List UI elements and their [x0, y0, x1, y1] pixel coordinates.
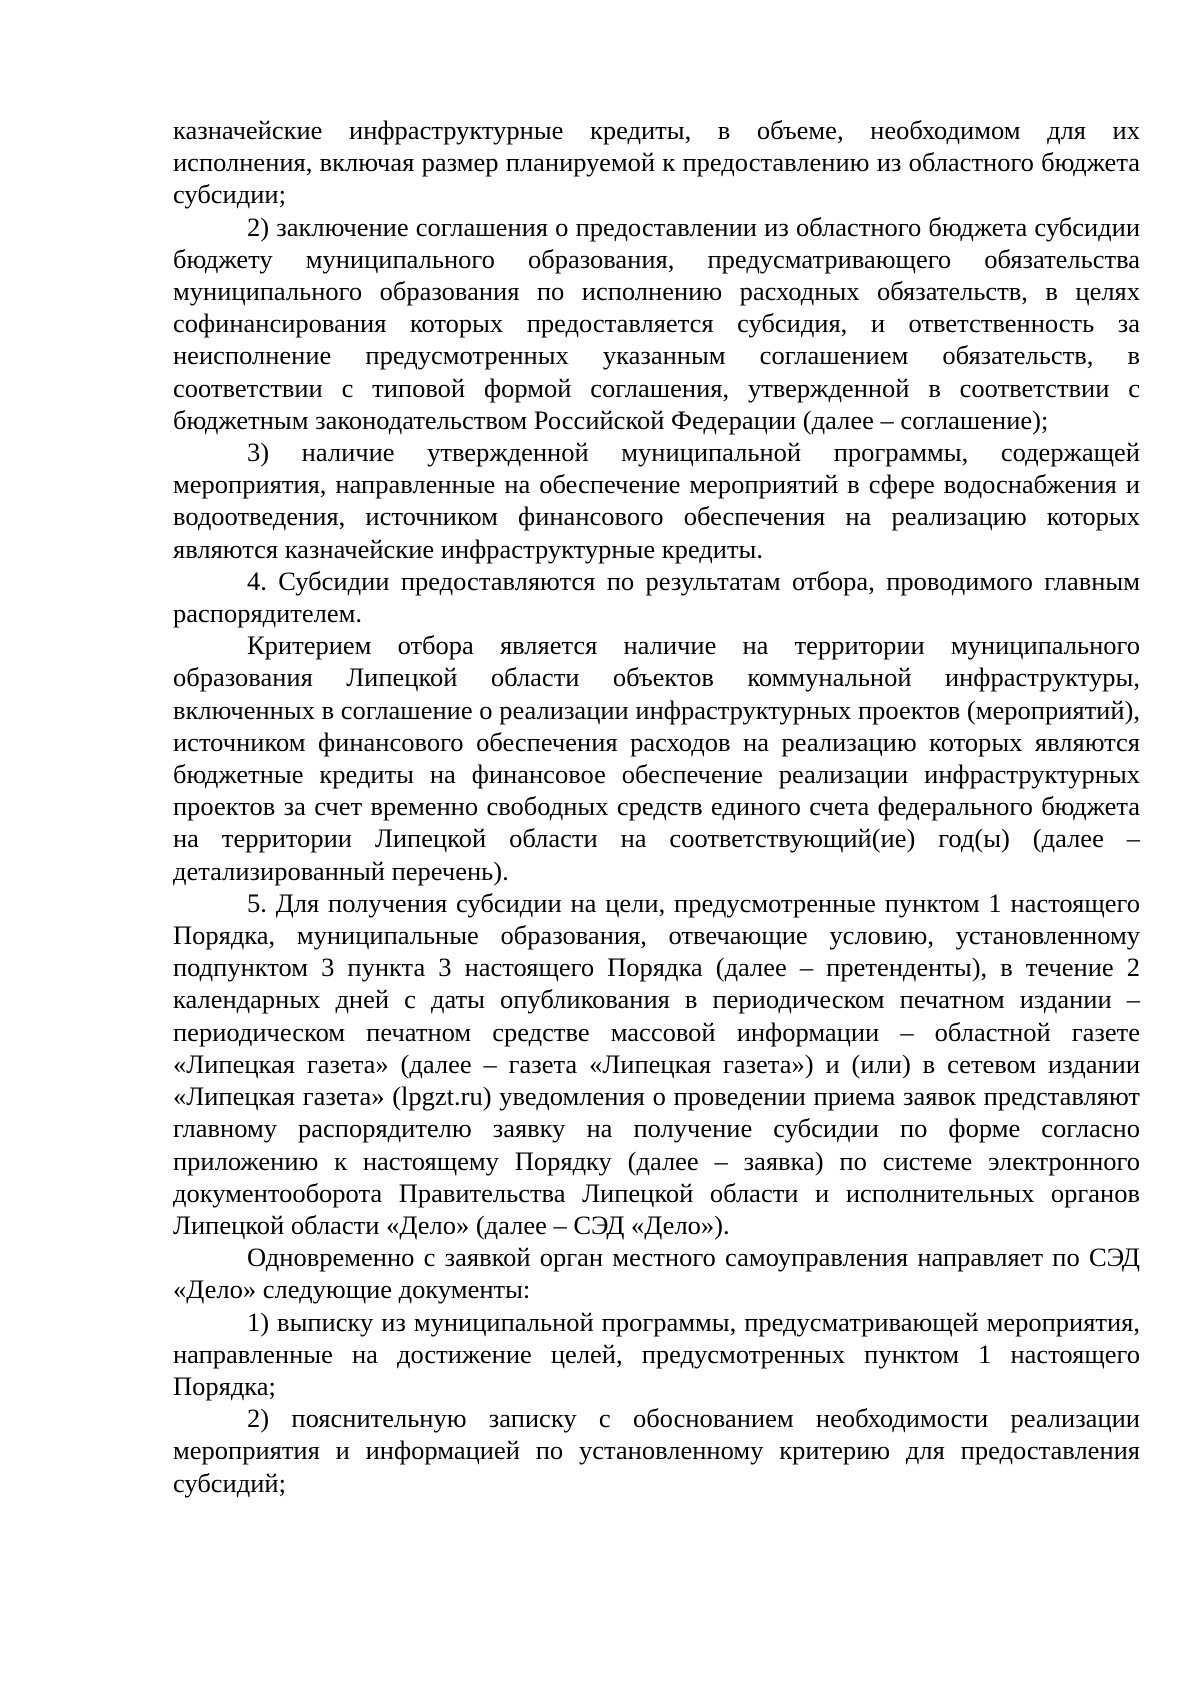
document-body	[173, 114, 1140, 1499]
paragraph-item-5: 5. Для получения субсидии на цели, предусмотренные пунктом 1 настоящего Порядка, муниципальные образования, отвечающие условию, установленному подпунктом 3 пункта 3 настоящего Порядка (далее – претенденты), в течение 2 календарных дней с даты опубликования в периодическом печатном издании – периодическом печатном средстве массовой информации – областной газете «Липецкая газета» (далее – газета «Липецкая газета») и (или) в сетевом издании «Липецкая газета» (lpgzt.ru) уведомления о проведении приема заявок представляют главному распорядителю заявку на получение субсидии по форме согласно приложению к настоящему Порядку (далее – заявка) по системе электронного документооборота Правительства Липецкой области и исполнительных органов Липецкой области «Дело» (далее – СЭД «Дело»).	[173, 887, 1140, 1240]
paragraph-continuation: казначейские инфраструктурные кредиты, в объеме, необходимом для их исполнения, включая размер планируемой к предоставлению из областного бюджета субсидии;	[173, 115, 1140, 210]
paragraph-condition-2: 2) заключение соглашения о предоставлении из областного бюджета субсидии бюджету муниципального образования, предусматривающего обязательства муниципального образования по исполнению расходных обязательств, в целях софинансирования которых предоставляется субсидия, и ответственность за неисполнение предусмотренных указанным соглашением обязательств, в соответствии с типовой формой соглашения, утвержденной в соответствии с бюджетным законодательством Российской Федерации (далее – соглашение);	[173, 211, 1140, 435]
paragraph-documents-intro: Одновременно с заявкой орган местного самоуправления направляет по СЭД «Дело» следующие документы:	[173, 1242, 1140, 1305]
paragraph-document-2: 2) пояснительную записку с обоснованием необходимости реализации мероприятия и информацией по установленному критерию для предоставления субсидий;	[173, 1403, 1140, 1498]
paragraph-document-1: 1) выписку из муниципальной программы, предусматривающей мероприятия, направленные на достижение целей, предусмотренных пунктом 1 настоящего Порядка;	[173, 1306, 1140, 1401]
paragraph-item-4: 4. Субсидии предоставляются по результатам отбора, проводимого главным распорядителем.	[173, 565, 1140, 629]
paragraph-selection-criterion: Критерием отбора является наличие на территории муниципального образования Липецкой области объектов коммунальной инфраструктуры, включенных в соглашение о реализации инфраструктурных проектов (мероприятий), источником финансового обеспечения расходов на реализацию которых являются бюджетные кредиты на финансовое обеспечение реализации инфраструктурных проектов за счет временно свободных средств единого счета федерального бюджета на территории Липецкой области на соответствующий(ие) год(ы) (далее – детализированный перечень).	[173, 630, 1140, 886]
paragraph-condition-3: 3) наличие утвержденной муниципальной программы, содержащей мероприятия, направленные на обеспечение мероприятий в сфере водоснабжения и водоотведения, источником финансового обеспечения на реализацию которых являются казначейские инфраструктурные кредиты.	[173, 437, 1140, 564]
